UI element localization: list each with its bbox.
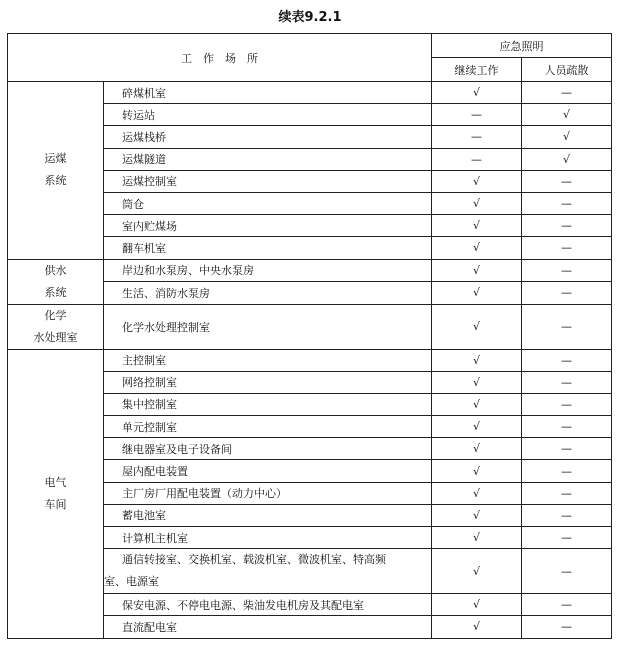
evacuation-mark: — — [522, 594, 612, 616]
group-name — [8, 304, 104, 349]
place-item: 网络控制室 — [104, 371, 432, 393]
continue-work-mark: — — [432, 126, 522, 148]
evacuation-mark: √ — [522, 126, 612, 148]
place-item: 化学水处理控制室 — [104, 304, 432, 349]
evacuation-mark: — — [522, 237, 612, 259]
header-place: 工 作 场 所 — [8, 34, 432, 82]
header-row-1 — [8, 34, 612, 58]
continue-work-mark: √ — [432, 282, 522, 305]
evacuation-mark: — — [522, 504, 612, 526]
continue-work-mark: √ — [432, 170, 522, 192]
continue-work-mark: √ — [432, 304, 522, 349]
evacuation-mark: — — [522, 349, 612, 371]
group-name-line: 电气 — [44, 475, 67, 489]
continue-work-mark: √ — [432, 82, 522, 104]
continue-work-mark: √ — [432, 504, 522, 526]
evacuation-mark: √ — [522, 104, 612, 126]
continue-work-mark: √ — [432, 549, 522, 594]
place-item: 主控制室 — [104, 349, 432, 371]
evacuation-mark: — — [522, 215, 612, 237]
place-item: 保安电源、不停电电源、柴油发电机房及其配电室 — [104, 594, 432, 616]
place-item: 岸边和水泵房、中央水泵房 — [104, 259, 432, 282]
continue-work-mark: √ — [432, 393, 522, 415]
evacuation-mark: — — [522, 192, 612, 214]
group-name-line: 化学 — [44, 308, 67, 322]
evacuation-mark: — — [522, 482, 612, 504]
evacuation-mark: — — [522, 549, 612, 594]
place-item: 碎煤机室 — [104, 82, 432, 104]
continue-work-mark: — — [432, 104, 522, 126]
continue-work-mark: √ — [432, 416, 522, 438]
continue-work-mark: √ — [432, 259, 522, 282]
continue-work-mark: √ — [432, 438, 522, 460]
place-item-line: 室、电源室 — [104, 575, 159, 589]
place-item: 单元控制室 — [104, 416, 432, 438]
place-item: 转运站 — [104, 104, 432, 126]
place-item: 集中控制室 — [104, 393, 432, 415]
continue-work-mark: √ — [432, 371, 522, 393]
continue-work-mark: √ — [432, 215, 522, 237]
evacuation-mark: — — [522, 527, 612, 549]
place-item: 蓄电池室 — [104, 504, 432, 526]
header-emergency: 应急照明 — [432, 34, 612, 58]
place-item: 生活、消防水泵房 — [104, 282, 432, 305]
continue-work-mark: √ — [432, 616, 522, 638]
header-evacuation: 人员疏散 — [522, 58, 612, 82]
evacuation-mark: — — [522, 393, 612, 415]
table-row — [8, 82, 612, 104]
place-item: 运煤控制室 — [104, 170, 432, 192]
table-row — [8, 349, 612, 371]
continue-work-mark: √ — [432, 460, 522, 482]
evacuation-mark: √ — [522, 148, 612, 170]
place-item: 屋内配电装置 — [104, 460, 432, 482]
group-name — [8, 349, 104, 638]
evacuation-mark: — — [522, 304, 612, 349]
continue-work-mark: √ — [432, 482, 522, 504]
continue-work-mark: — — [432, 148, 522, 170]
evacuation-mark: — — [522, 438, 612, 460]
group-name-line: 系统 — [44, 174, 67, 188]
table-title: 续表9.2.1 — [278, 10, 342, 25]
place-item: 直流配电室 — [104, 616, 432, 638]
place-item — [104, 549, 432, 594]
place-item: 主厂房厂用配电装置（动力中心） — [104, 482, 432, 504]
place-item: 计算机主机室 — [104, 527, 432, 549]
continue-work-mark: √ — [432, 192, 522, 214]
continue-work-mark: √ — [432, 237, 522, 259]
continue-work-mark: √ — [432, 349, 522, 371]
continue-work-mark: √ — [432, 527, 522, 549]
evacuation-mark: — — [522, 282, 612, 305]
evacuation-mark: — — [522, 170, 612, 192]
group-name-line: 水处理室 — [33, 330, 78, 344]
group-name-line: 车间 — [44, 497, 67, 511]
group-name — [8, 82, 104, 260]
evacuation-mark: — — [522, 416, 612, 438]
group-name-line: 运煤 — [44, 152, 67, 166]
place-item: 运煤栈桥 — [104, 126, 432, 148]
place-item: 室内贮煤场 — [104, 215, 432, 237]
place-item: 继电器室及电子设备间 — [104, 438, 432, 460]
evacuation-mark: — — [522, 82, 612, 104]
group-name-line: 供水 — [44, 263, 67, 277]
place-item-line: 通信转接室、交换机室、载波机室、微波机室、特高频 — [122, 553, 386, 567]
evacuation-mark: — — [522, 259, 612, 282]
continue-work-mark: √ — [432, 594, 522, 616]
place-item: 运煤隧道 — [104, 148, 432, 170]
table-row — [8, 304, 612, 349]
table-row — [8, 259, 612, 282]
group-name — [8, 259, 104, 304]
table-body — [8, 34, 612, 639]
evacuation-mark: — — [522, 616, 612, 638]
place-item: 翻车机室 — [104, 237, 432, 259]
group-name-line: 系统 — [44, 285, 67, 299]
place-item: 筒仓 — [104, 192, 432, 214]
evacuation-mark: — — [522, 371, 612, 393]
emergency-lighting-table — [7, 33, 612, 639]
evacuation-mark: — — [522, 460, 612, 482]
header-continue-work: 继续工作 — [432, 58, 522, 82]
